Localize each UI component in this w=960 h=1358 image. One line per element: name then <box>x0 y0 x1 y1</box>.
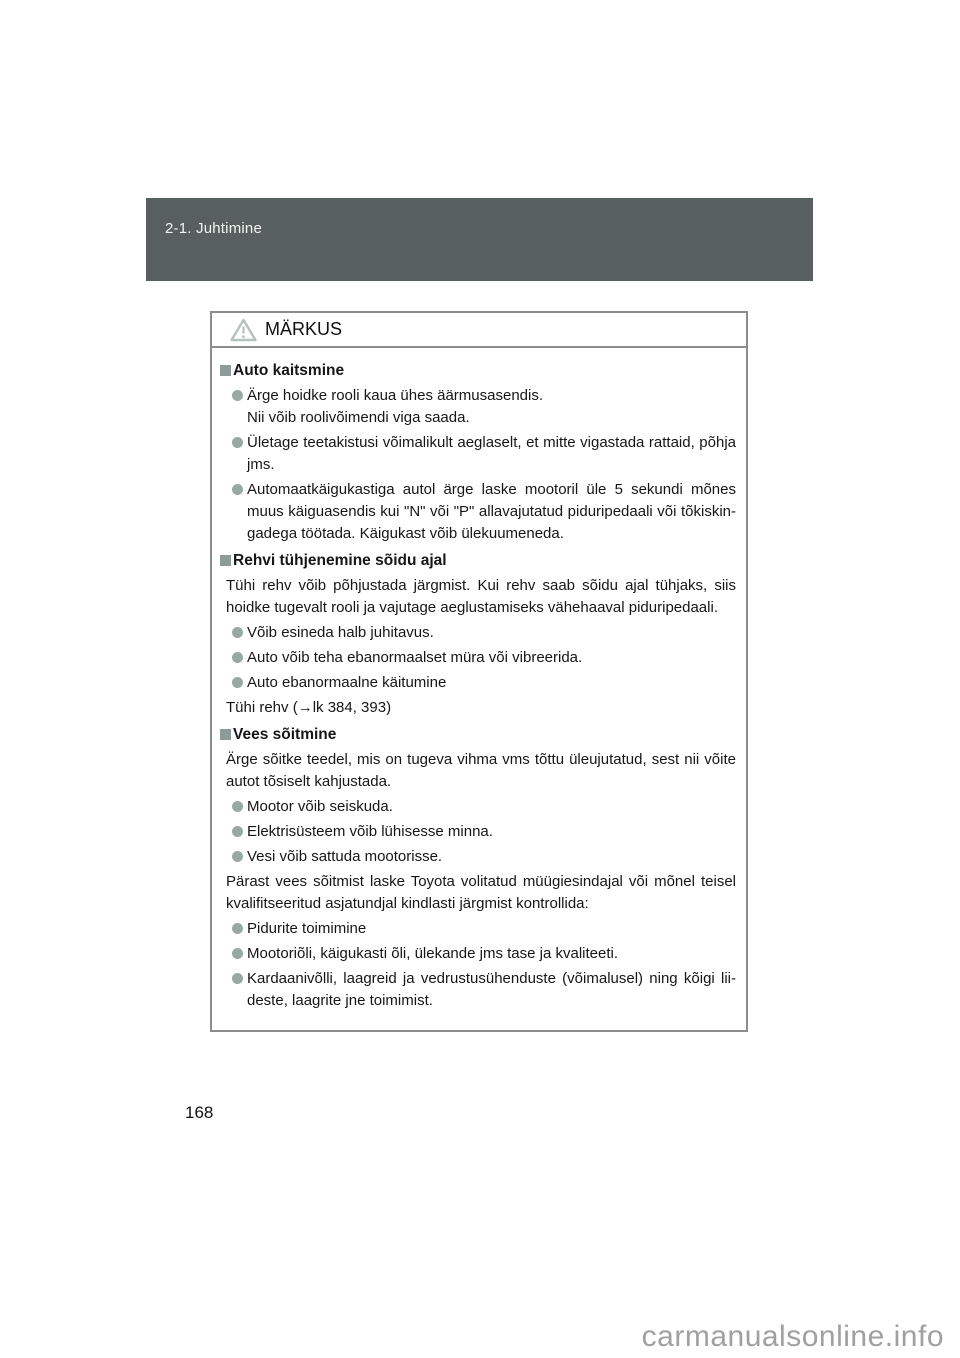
bullet-icon <box>232 390 243 401</box>
list-item <box>232 943 736 965</box>
warning-triangle-icon <box>230 318 257 342</box>
section-header-title: 2-1. Juhtimine <box>165 220 263 237</box>
paragraph: Tühi rehv võib põhjustada järgmist. Kui rehv saab sõidu ajal tühjaks, siis hoidke tugevalt rooli ja vajutage aeglustamiseks vähehaaval piduripedaali. <box>226 577 736 616</box>
list-item-text: Elektrisüsteem võib lühisesse minna. <box>247 823 493 840</box>
list-item-text: Auto ebanormaalne käitumine <box>247 674 447 691</box>
bullet-icon <box>232 923 243 934</box>
list-item <box>232 479 736 545</box>
square-bullet-icon <box>220 555 231 566</box>
bullet-icon <box>232 973 243 984</box>
list-item <box>232 821 736 843</box>
bullet-icon <box>232 826 243 837</box>
list-item <box>232 385 736 429</box>
paragraph: Pärast vees sõitmist laske Toyota volitatud müügiesindajal või mõnel teisel kvalifitseeritud asjatundjal kindlasti järgmist kontrollida: <box>226 873 736 912</box>
list-item <box>232 968 736 1012</box>
page-number: 168 <box>185 1103 214 1122</box>
list-item <box>232 796 736 818</box>
section-header-bar <box>146 198 813 281</box>
paragraph-cross-reference: Tühi rehv (→lk 384, 393) <box>226 699 392 716</box>
paragraph: Ärge sõitke teedel, mis on tugeva vihma vms tõttu üleujutatud, sest nii võite autot tõsiselt kahjustada. <box>226 751 736 790</box>
list-item-text: Automaatkäigukastiga autol ärge laske mootoril üle 5 sekundi mõnes muus käiguasendis kui "N" või "P" allavajutatud piduripedaali või tõkiskingadega töötada. Käigukast võib ülekuumeneda. <box>247 481 736 542</box>
list-item <box>232 846 736 868</box>
watermark-text: carmanualsonline.info <box>641 1320 944 1353</box>
list-item-text: Vesi võib sattuda mootorisse. <box>247 848 443 865</box>
list-item <box>232 918 736 940</box>
list-item-text: Auto võib teha ebanormaalset müra või vibreerida. <box>247 649 583 666</box>
list-item-text: Pidurite toimimine <box>247 920 367 937</box>
list-item <box>232 432 736 476</box>
bullet-icon <box>232 801 243 812</box>
notice-box <box>210 311 748 1032</box>
section-heading-label: Rehvi tühjenemine sõidu ajal <box>233 552 447 569</box>
bullet-icon <box>232 437 243 448</box>
square-bullet-icon <box>220 365 231 376</box>
list-item <box>232 622 736 644</box>
bullet-icon <box>232 484 243 495</box>
notice-header <box>212 313 746 348</box>
list-item-text: Ületage teetakistusi võimalikult aeglaselt, et mitte vigastada rattaid, põhja jms. <box>247 434 736 473</box>
list-item-text: Kardaanivõlli, laagreid ja vedrustusühenduste (võimalusel) ning kõigi liideste, laagrite jne toimimist. <box>247 970 736 1009</box>
bullet-icon <box>232 677 243 688</box>
list-item-text: Võib esineda halb juhitavus. <box>247 624 434 641</box>
list-item-text: Mootor võib seiskuda. <box>247 798 393 815</box>
bullet-icon <box>232 652 243 663</box>
section-heading <box>220 550 736 572</box>
list-item-text: Mootoriõli, käigukasti õli, ülekande jms tase ja kvaliteeti. <box>247 945 619 962</box>
bullet-icon <box>232 627 243 638</box>
section-heading <box>220 724 736 746</box>
section-heading <box>220 360 736 382</box>
section-heading-label: Vees sõitmine <box>233 726 337 743</box>
square-bullet-icon <box>220 729 231 740</box>
list-item-line: Nii võib roolivõimendi viga saada. <box>247 409 470 426</box>
notice-body <box>212 348 746 1030</box>
list-item <box>232 672 736 694</box>
notice-title: MÄRKUS <box>265 319 343 339</box>
section-heading-label: Auto kaitsmine <box>233 362 345 379</box>
list-item-line: Ärge hoidke rooli kaua ühes äärmusasendis. <box>247 387 544 404</box>
bullet-icon <box>232 851 243 862</box>
bullet-icon <box>232 948 243 959</box>
list-item <box>232 647 736 669</box>
